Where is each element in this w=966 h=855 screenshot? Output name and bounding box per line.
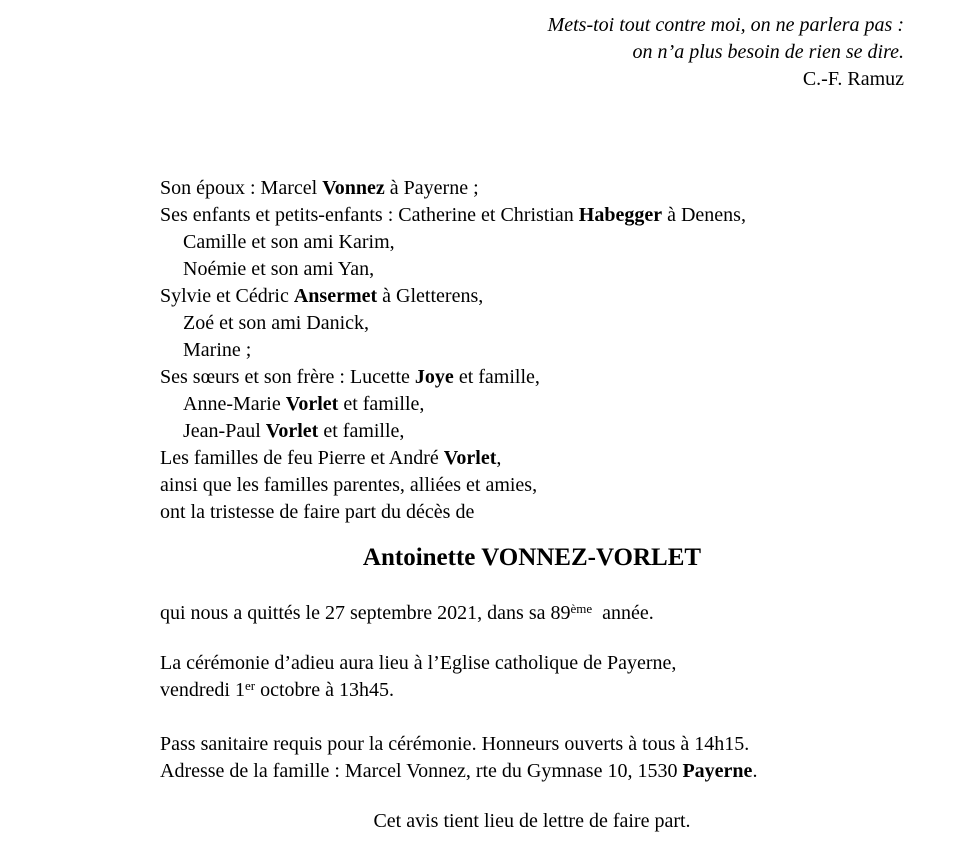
family-line-text: Les familles de feu Pierre et André [160,447,444,469]
deceased-name-title: Antoinette VONNEZ-VORLET [362,544,702,571]
family-line-text: Marine ; [183,339,252,361]
ordinal-superscript: er [244,678,256,693]
practical-line [160,758,904,785]
family-line [160,472,904,499]
family-line-text: à Payerne ; [384,177,479,199]
practical-text: Adresse de la famille : Marcel Vonnez, rte du Gymnase 10, 1530 [160,760,683,782]
death-date-text: année. [592,602,654,624]
family-line [160,391,904,418]
practical-text: . [752,760,758,782]
family-line [160,337,904,364]
family-line [160,283,904,310]
death-date-text: qui nous a quittés le 27 septembre 2021, dans sa 89 [160,602,571,624]
family-line-text: Ses sœurs et son frère : Lucette [160,366,415,388]
epigraph-line-1: Mets-toi tout contre moi, on ne parlera pas : [547,14,904,36]
family-name-bold: Payerne [682,760,753,782]
family-line [160,445,904,472]
family-line [160,256,904,283]
family-name-bold: Joye [414,366,454,388]
family-name-bold: Vorlet [265,420,319,442]
epigraph [160,12,904,93]
epigraph-line-2: on n’a plus besoin de rien se dire. [632,41,904,63]
family-line-text: Zoé et son ami Danick, [183,312,370,334]
family-line [160,499,904,526]
ceremony-text: La cérémonie d’adieu aura lieu à l’Eglise catholique de Payerne, [160,652,677,674]
ceremony-line [160,650,904,677]
family-line-text: Noémie et son ami Yan, [183,258,375,280]
family-line-text: Jean-Paul [183,420,266,442]
family-line-text: Ses enfants et petits-enfants : Catherine et Christian [160,204,579,226]
family-line-text: , [496,447,502,469]
ceremony-paragraph [160,650,904,704]
practical-info-paragraph [160,731,904,785]
family-list [160,175,904,526]
family-line [160,364,904,391]
ceremony-text: vendredi 1 [160,679,245,701]
family-line-text: ainsi que les familles parentes, alliées et amies, [160,474,538,496]
closing-line: Cet avis tient lieu de lettre de faire part. [373,810,691,832]
death-date-line [160,600,904,627]
family-line-text: et famille, [453,366,540,388]
family-name-bold: Vorlet [443,447,497,469]
family-line-text: Anne-Marie [183,393,286,415]
practical-line [160,731,904,758]
family-name-bold: Habegger [578,204,663,226]
family-line-text: à Denens, [662,204,746,226]
ordinal-superscript: ème [570,601,593,616]
family-line-text: Camille et son ami Karim, [183,231,395,253]
family-name-bold: Vorlet [285,393,339,415]
family-line [160,310,904,337]
family-line-text: Son époux : Marcel [160,177,323,199]
family-line [160,229,904,256]
epigraph-attribution: C.-F. Ramuz [802,68,904,90]
family-line-text: ont la tristesse de faire part du décès de [160,501,475,523]
ceremony-text: octobre à 13h45. [255,679,394,701]
family-name-bold: Ansermet [293,285,378,307]
family-line-text: à Gletterens, [377,285,484,307]
family-line [160,418,904,445]
practical-text: Pass sanitaire requis pour la cérémonie. Honneurs ouverts à tous à 14h15. [160,733,750,755]
family-line-text: et famille, [338,393,425,415]
family-line [160,202,904,229]
family-line [160,175,904,202]
family-line-text: Sylvie et Cédric [160,285,294,307]
ceremony-line [160,677,904,704]
family-line-text: et famille, [318,420,405,442]
family-name-bold: Vonnez [322,177,385,199]
